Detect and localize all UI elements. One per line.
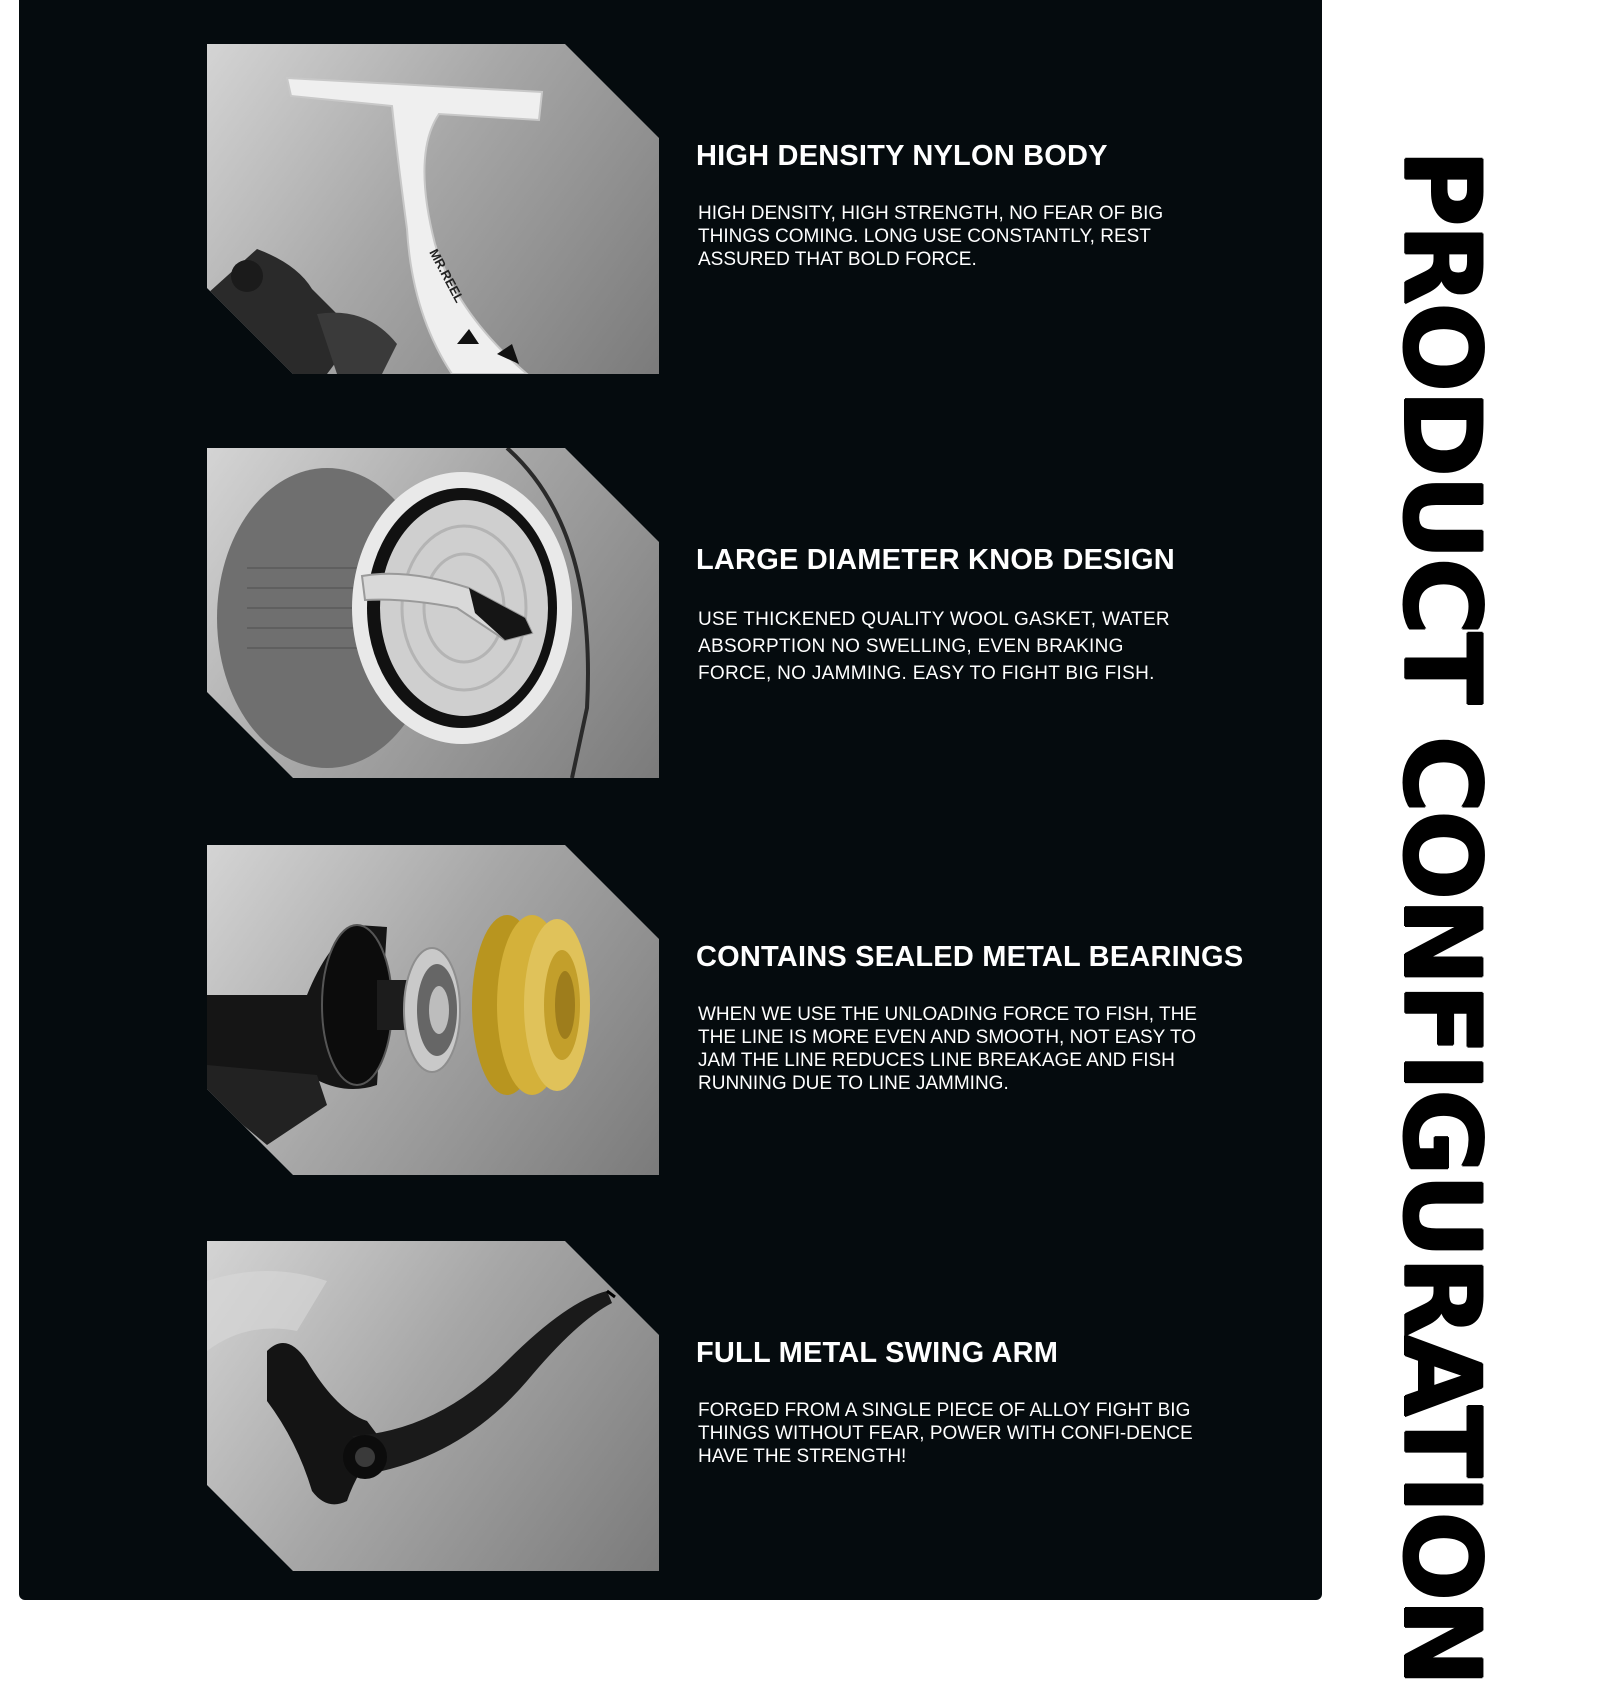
side-heading: PRODUCT CONFIGURATION <box>1380 149 1503 1684</box>
feature-title: HIGH DENSITY NYLON BODY <box>696 140 1108 172</box>
bearing-illustration <box>207 845 659 1175</box>
feature-description: WHEN WE USE THE UNLOADING FORCE TO FISH, THE THE LINE IS MORE EVEN AND SMOOTH, NOT EASY TO JAM THE LINE REDUCES LINE BREAKAGE AND FISH RUNNING DUE TO LINE JAMMING. <box>698 1004 1197 1094</box>
sealed-bearings-photo <box>207 845 659 1175</box>
feature-title: FULL METAL SWING ARM <box>696 1337 1059 1369</box>
nylon-body-photo <box>207 44 659 374</box>
feature-knob-design <box>19 448 1322 778</box>
knob-design-photo <box>207 448 659 778</box>
feature-description: FORGED FROM A SINGLE PIECE OF ALLOY FIGHT BIG THINGS WITHOUT FEAR, POWER WITH CONFI-DENCE HAVE THE STRENGTH! <box>698 1400 1193 1467</box>
feature-description: HIGH DENSITY, HIGH STRENGTH, NO FEAR OF BIG THINGS COMING. LONG USE CONSTANTLY, REST ASSURED THAT BOLD FORCE. <box>698 203 1164 270</box>
feature-title: LARGE DIAMETER KNOB DESIGN <box>696 544 1175 576</box>
feature-description: USE THICKENED QUALITY WOOL GASKET, WATER ABSORPTION NO SWELLING, EVEN BRAKING FORCE, NO JAMMING. EASY TO FIGHT BIG FISH. <box>698 609 1170 684</box>
reel-body-illustration <box>207 44 659 374</box>
reel-spool-illustration <box>207 448 659 778</box>
feature-swing-arm <box>19 1241 1322 1571</box>
brand-label: MR.REEL <box>426 246 468 306</box>
swing-arm-photo <box>207 1241 659 1571</box>
swing-arm-illustration <box>207 1241 659 1571</box>
feature-nylon-body <box>19 44 1322 374</box>
feature-sealed-bearings <box>19 845 1322 1175</box>
feature-panel <box>19 0 1322 1600</box>
feature-title: CONTAINS SEALED METAL BEARINGS <box>696 941 1244 973</box>
